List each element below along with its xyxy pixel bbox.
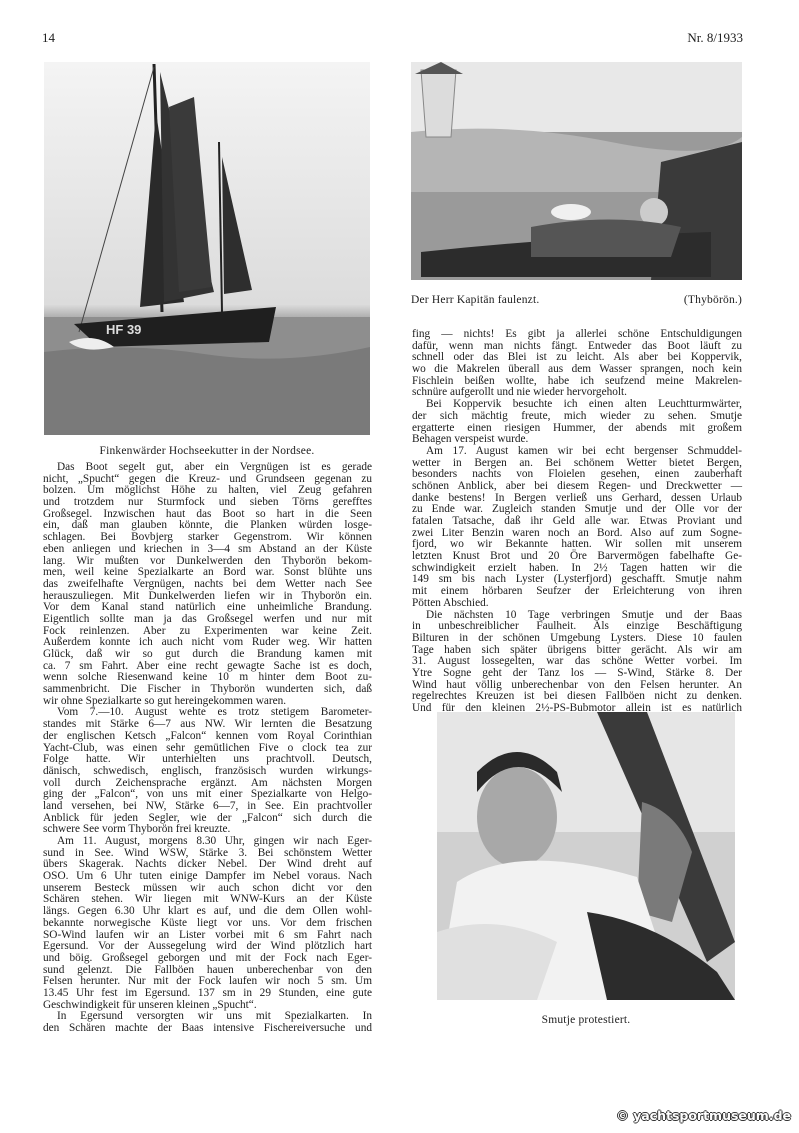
text-line: Egersund. Vor der Aussegelung wird der Wind plötzlich hart — [43, 940, 372, 953]
text-line: nicht, „Spucht“ gegen die Kreuz- und Grundseen gegenan zu — [43, 472, 372, 485]
text-line: schnell oder das Blei ist zu leicht. Als aber bei Koppervik, — [412, 351, 742, 364]
text-line: Tage haben sich später übrigens bitter gerächt. Als wir am — [412, 643, 742, 656]
text-line: regelrechtes Kreuzen ist bei diesen Fallböen nicht zu denken. — [412, 690, 742, 703]
text-line: wo die Makrelen überall aus dem Wasser sprangen, noch kein — [412, 363, 742, 376]
text-line: Behagen verspeist wurde. — [412, 433, 529, 446]
text-line: zu Ende war. Zugleich standen Smutje und der Olle vor der — [412, 503, 742, 516]
watermark: © yachtsportmuseum.de — [616, 1108, 791, 1123]
photo-captain-lazing — [411, 62, 742, 280]
photo-caption: Der Herr Kapitän faulenzt. — [411, 294, 540, 306]
photo-caption: Smutje protestiert. — [541, 1014, 631, 1026]
text-line: ca. 7 sm Fahrt. Aber eine recht gewagte Sache ist es doch, — [43, 659, 372, 672]
text-line: danke bestens! In Bergen verließ uns Gerhard, dessen Urlaub — [412, 491, 742, 504]
text-line: schwere See vorm Thyborön frei kreuzte. — [43, 823, 231, 836]
text-line: und böig. Großsegel geborgen und mit der Fock nach Eger- — [43, 951, 372, 964]
text-line: bekannte norwegische Küste liegt vor uns. Vor dem frischen — [43, 916, 372, 929]
text-line: und trotzdem nur Sturmfock und sieben Törns gerefftes — [43, 496, 372, 509]
article-column-right — [412, 329, 742, 715]
photo-caption: Finkenwärder Hochseekutter in der Nordsee. — [99, 445, 315, 457]
text-line: den Schären machte der Baas intensive Fischereiversuche und — [43, 1022, 372, 1034]
text-line: ging der „Falcon“, von uns mit einer Spezialkarte von Helgo- — [43, 788, 372, 801]
article-column-left — [43, 462, 372, 1035]
text-line: Pötten Abschied. — [412, 596, 489, 609]
text-line: OSO. Um 6 Uhr tuten einige Dampfer im Nebel voraus. Nach — [43, 870, 372, 883]
text-line: Fock reinlenzen. Aber zu Experimenten war keine Zeit. — [43, 624, 372, 637]
text-line: bolzen. Um möglichst Höhe zu halten, viel Zeug gefahren — [43, 484, 372, 497]
text-line: herauszuliegen. Mit Dunkelwerden liefen wir in Thyborön ein. — [43, 589, 372, 602]
text-line: Vom 7.—10. August wehte es trotz stetigem Barometer- — [57, 706, 372, 719]
text-line: wenn solche Riesenwand keine 10 m hinter dem Boot zu- — [43, 671, 372, 684]
text-line: Bei Koppervik besuchte ich einen alten Leuchtturmwärter, — [426, 398, 742, 411]
text-line: wir ohne Spezialkarte so gut hereingekommen waren. — [43, 694, 287, 707]
text-line: zwei Liter Benzin waren noch an Bord. Also auf zum Sogne- — [412, 526, 742, 539]
text-line: unserem Besteck müssen wir auch schon dicht vor den — [43, 881, 372, 894]
text-line: sammenbricht. Die Fischer in Thyborön wunderten sich, daß — [43, 683, 372, 696]
text-line: Bilturen in der schönen Umgebung Lysters. Diese 10 faulen — [412, 631, 742, 644]
photo-fishing-cutter — [44, 62, 370, 435]
boat-marking: HF 39 — [106, 322, 142, 337]
text-line: sund gelenzt. Die Fallböen hauen unberechenbar von den — [43, 963, 372, 976]
text-line: dänisch, schwedisch, englisch, französisch wurden wirkungs- — [43, 764, 372, 777]
text-line: voll durch Zeichensprache ergänzt. Am nächsten Morgen — [43, 776, 372, 789]
text-line: 149 sm bis nach Lyster (Lysterfjord) geschafft. Smutje nahm — [412, 573, 742, 586]
text-line: der sich mächtig freute, mich wieder zu sehen. Smutje — [412, 409, 742, 422]
text-line: standes mit Stärke 6—7 aus NW. Wir lernten die Besatzung — [43, 718, 372, 731]
text-line: Eigentlich sollte man ja das Großsegel werfen und nur mit — [43, 612, 372, 625]
text-line: Vor dem Kanal stand natürlich eine unheimliche Brandung. — [43, 601, 372, 614]
text-line: längs. Gegen 6.30 Uhr klart es auf, und die dem Ollen wohl- — [43, 905, 372, 918]
page-number: 14 — [42, 30, 55, 45]
text-line: men, weil keine Spezialkarte an Bord war. Sonst blühte uns — [43, 566, 372, 579]
text-line: In Egersund versorgten wir uns mit Spezialkarten. In — [57, 1010, 372, 1023]
text-line: ein, daß man glauben könnte, die Planken würden losge- — [43, 519, 372, 532]
text-line: schnüre aufgerollt und nie wieder hervorgeholt. — [412, 386, 627, 399]
text-line: ergatterte einen riesigen Hummer, der abends mit großem — [412, 421, 742, 434]
text-line: Folge hatte. Wir unterhielten uns prachtvoll. Deutsch, — [43, 753, 372, 766]
photo-location: (Thybörön.) — [683, 294, 742, 306]
text-line: mit einem hörbaren Seufzer der Erleichterung von ihren — [412, 585, 742, 598]
text-line: Geschwindigkeit für unseren kleinen „Spucht“. — [43, 998, 257, 1011]
text-line: wetter in Bergen an. Bei schönem Wetter bietet Bergen, — [412, 456, 742, 469]
text-line: übers Skagerak. Nachts dicker Nebel. Der Wind dreht auf — [43, 858, 372, 871]
text-line: in unbeschreiblicher Faulheit. Als einzige Beschäftigung — [412, 620, 742, 633]
text-line: dafür, wenn man nichts fängt. Entweder das Boot läuft zu — [412, 339, 742, 352]
text-line: schönen Anblick, aber bei diesem Regen- und Dreckwetter — — [412, 479, 742, 492]
text-line: letzten Knust Brot und 20 Öre Barvermögen fabelhafte Ge- — [412, 550, 742, 563]
text-line: Wind haut völlig unberechenbar von den Felsen herunter. An — [412, 678, 742, 691]
text-line: Am 17. August kamen wir bei echt bergenser Schmuddel- — [426, 444, 742, 457]
text-line: eben anliegen und kriechen in 3—4 sm Abstand an der Küste — [43, 542, 372, 555]
text-line: sund in See. Wind WSW, Stärke 3. Bei schönstem Wetter — [43, 846, 372, 859]
text-line: das zweifelhafte Vergnügen, nachts bei dem Wetter nach See — [43, 577, 372, 590]
text-line: Ytre Sogne geht der Tanz los — S-Wind, Stärke 8. Der — [412, 666, 742, 679]
text-line: lang. Wir mußten vor Dunkelwerden den Thyborön bekom- — [43, 554, 372, 567]
text-line: Am 11. August, morgens 8.30 Uhr, gingen wir nach Eger- — [57, 835, 372, 847]
text-line: Schären stehen. Wir liegen mit WNW-Kurs an der Küste — [43, 893, 372, 906]
text-line: Und für den kleinen 2½-PS-Bubmotor allein ist es natürlich — [412, 702, 742, 714]
text-line: Die nächsten 10 Tage verbringen Smutje und der Baas — [426, 608, 742, 621]
text-line: Yacht-Club, was einen sehr gemütlichen Five o clock tea zur — [43, 741, 372, 754]
text-line: Fischlein beißen wollte, habe ich seufzend meine Makrelen- — [412, 374, 742, 387]
text-line: Felsen herunter. Nur mit der Fock laufen wir noch 5 sm. Um — [43, 975, 372, 988]
text-line: 13.45 Uhr fest im Egersund. 137 sm in 29 Stunden, eine gute — [43, 986, 372, 999]
text-line: der englischen Ketsch „Falcon“ kennen vom Royal Corinthian — [43, 729, 372, 742]
issue-number: Nr. 8/1933 — [687, 30, 743, 45]
text-line: Großsegel. Inzwischen haut das Boot so hart in die Seen — [43, 507, 372, 520]
text-line: land versehen, bei NW, Stärke 6—7, in See. Ein prachtvoller — [43, 799, 372, 812]
text-line: SO-Wind laufen wir an Lister vorbei mit 6 sm Fahrt nach — [43, 928, 372, 941]
text-line: Anblick für jeden Segler, wie der „Falcon“ sich durch die — [43, 811, 372, 824]
text-line: fjord, wo wir Bekannte hatten. Wir sollen mit unserem — [412, 538, 742, 551]
text-line: Das Boot segelt gut, aber ein Vergnügen ist es gerade — [57, 461, 372, 473]
text-line: 31. August lossegelten, war das schöne Wetter vorbei. Im — [412, 655, 742, 668]
text-line: Glück, daß wir so gut durch die Brandung kamen mit — [43, 648, 372, 660]
text-line: Außerdem konnte ich auch nicht vom Ruder weg. Wir hatten — [43, 636, 372, 649]
text-line: besonders nachts von Floielen gesehen, einen zauberhaft — [412, 468, 742, 481]
text-line: fing — nichts! Es gibt ja allerlei schöne Entschuldigungen — [412, 328, 742, 340]
text-line: schwindigkeit erzielt haben. In 2½ Tagen hatten wir die — [412, 561, 742, 574]
text-line: fatalen Tatsache, daß ihr Geld alle war. Etwas Proviant und — [412, 515, 742, 527]
text-line: schlagen. Bei Bovbjerg starker Gegenstrom. Wir können — [43, 531, 372, 544]
photo-smutje — [437, 712, 735, 1000]
